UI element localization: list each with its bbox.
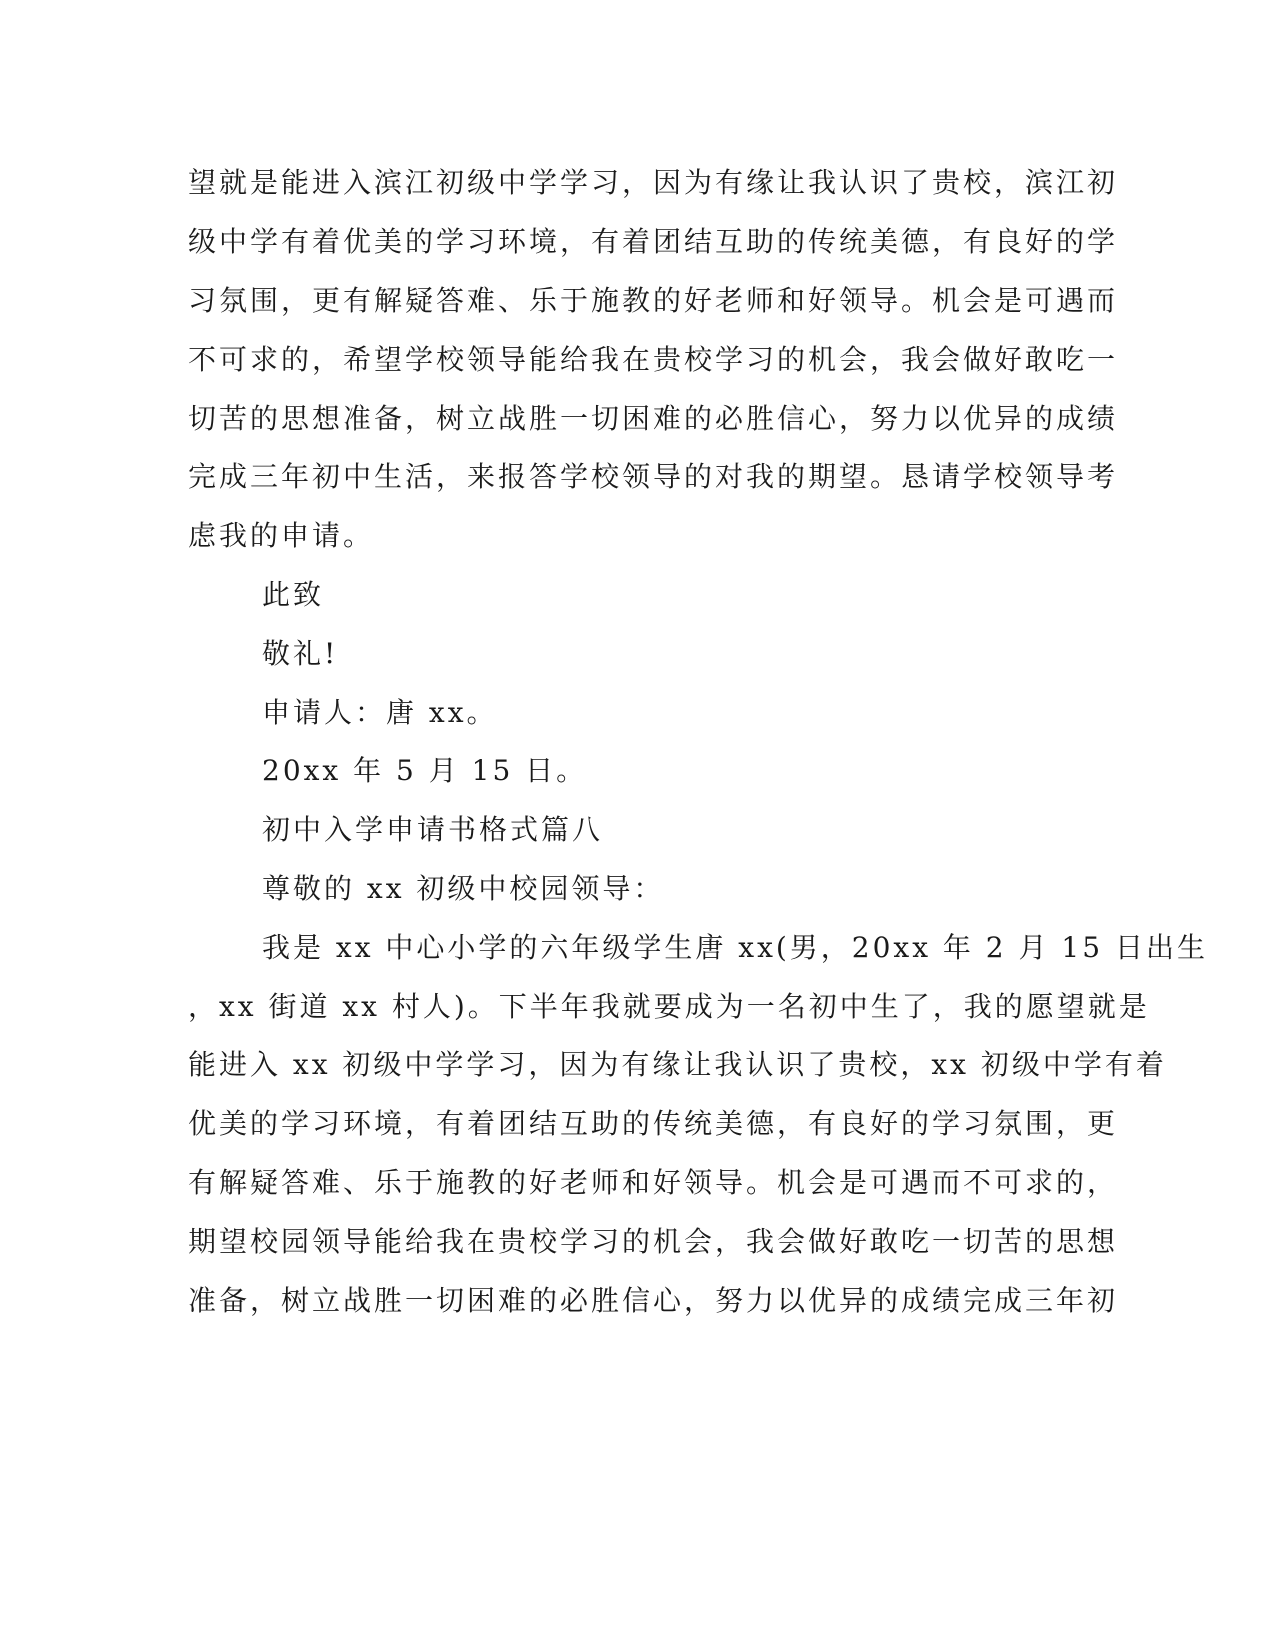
paragraph-line: 望就是能进入滨江初级中学学习，因为有缘让我认识了贵校，滨江初 (188, 166, 1119, 199)
closing-regards: 敬礼! (262, 637, 339, 670)
paragraph-line: 能进入 xx 初级中学学习，因为有缘让我认识了贵校，xx 初级中学有着 (188, 1048, 1167, 1081)
closing-salutation: 此致 (262, 578, 325, 611)
section-heading: 初中入学申请书格式篇八 (262, 813, 604, 846)
paragraph-line: 切苦的思想准备，树立战胜一切困难的必胜信心，努力以优异的成绩 (188, 402, 1119, 435)
paragraph-line: 有解疑答难、乐于施教的好老师和好领导。机会是可遇而不可求的， (188, 1166, 1119, 1199)
paragraph-line: 准备，树立战胜一切困难的必胜信心，努力以优异的成绩完成三年初 (188, 1284, 1119, 1317)
paragraph-line: 优美的学习环境，有着团结互助的传统美德，有良好的学习氛围，更 (188, 1107, 1119, 1140)
letter-date: 20xx 年 5 月 15 日。 (262, 754, 588, 787)
paragraph-line: 虑我的申请。 (188, 519, 375, 552)
paragraph-line: 级中学有着优美的学习环境，有着团结互助的传统美德，有良好的学 (188, 225, 1119, 258)
paragraph-line: 我是 xx 中心小学的六年级学生唐 xx(男，20xx 年 2 月 15 日出生 (262, 931, 1208, 964)
paragraph-line: 习氛围，更有解疑答难、乐于施教的好老师和好领导。机会是可遇而 (188, 284, 1119, 317)
paragraph-line: 期望校园领导能给我在贵校学习的机会，我会做好敢吃一切苦的思想 (188, 1225, 1119, 1258)
applicant-signature: 申请人：唐 xx。 (262, 696, 498, 729)
paragraph-line: 不可求的，希望学校领导能给我在贵校学习的机会，我会做好敢吃一 (188, 343, 1119, 376)
paragraph-line: ，xx 街道 xx 村人)。下半年我就要成为一名初中生了，我的愿望就是 (188, 990, 1150, 1023)
paragraph-line: 完成三年初中生活，来报答学校领导的对我的期望。恳请学校领导考 (188, 460, 1119, 493)
greeting-line: 尊敬的 xx 初级中校园领导： (262, 872, 665, 905)
